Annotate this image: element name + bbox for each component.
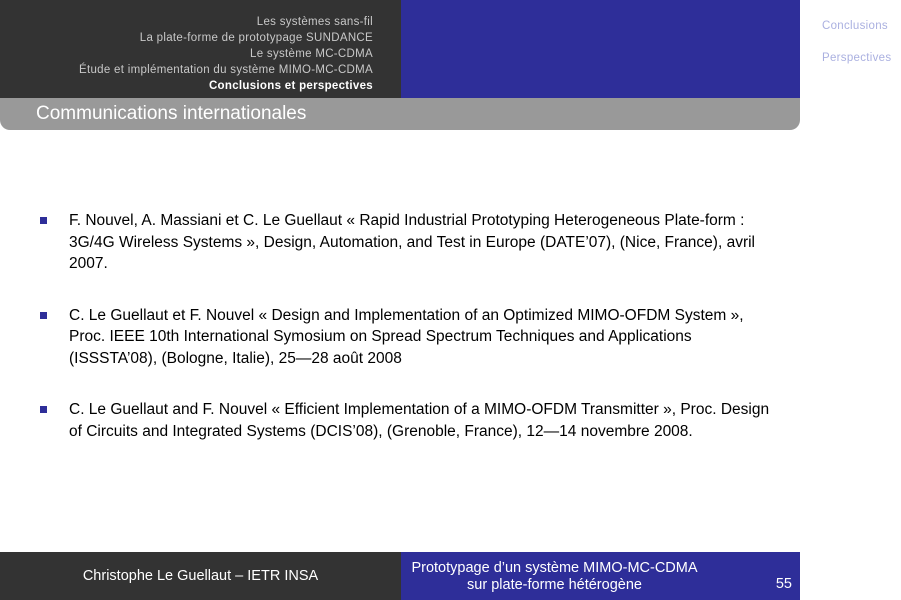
slide-title: Communications internationales bbox=[36, 103, 307, 124]
footer-author-box bbox=[0, 552, 401, 600]
nav-subsection-perspectives[interactable]: Perspectives bbox=[822, 52, 892, 64]
nav-section-mc-cdma[interactable]: Le système MC-CDMA bbox=[250, 48, 373, 60]
square-bullet-icon bbox=[40, 312, 47, 319]
list-item bbox=[38, 305, 773, 370]
section-nav bbox=[0, 0, 401, 98]
nav-subsection-contributions[interactable]: Contributions bbox=[822, 36, 901, 48]
footer-presentation-title bbox=[401, 560, 708, 594]
list-item-text: F. Nouvel, A. Massiani et C. Le Guellaut « Rapid Industrial Prototyping Heterogeneous Plate-form : 3G/4G Wireless Systems », Design, Automation, and Test in Europe (DATE’07), (Nice, France), avril 2007. bbox=[69, 212, 755, 272]
nav-subsection-conclusions[interactable]: Conclusions bbox=[822, 20, 888, 32]
footer-title-line1: Prototypage d’un système MIMO-MC-CDMA bbox=[411, 560, 698, 576]
nav-section-sundance-platform[interactable]: La plate-forme de prototypage SUNDANCE bbox=[139, 32, 373, 44]
list-item bbox=[38, 399, 773, 442]
header bbox=[0, 0, 901, 98]
square-bullet-icon bbox=[40, 406, 47, 413]
square-bullet-icon bbox=[40, 217, 47, 224]
slide-title-bar bbox=[0, 98, 800, 130]
subsection-nav bbox=[401, 0, 901, 98]
nav-section-mimo-mc-cdma[interactable]: Étude et implémentation du système MIMO-MC-CDMA bbox=[78, 64, 373, 76]
page-number: 55 bbox=[775, 576, 792, 592]
list-item-text: C. Le Guellaut et F. Nouvel « Design and Implementation of an Optimized MIMO-OFDM System », Proc. IEEE 10th International Symosium on Spread Spectrum Techniques and Applications (ISSSTA’08), (Bologne, Italie), 25—28 août 2008 bbox=[69, 306, 744, 367]
publication-list bbox=[38, 210, 773, 472]
nav-section-wireless-systems[interactable]: Les systèmes sans-fil bbox=[256, 16, 373, 28]
footer-title-line2: sur plate-forme hétérogène bbox=[467, 577, 642, 593]
list-item bbox=[38, 210, 773, 275]
footer-author: Christophe Le Guellaut – IETR INSA bbox=[82, 568, 319, 584]
footer-title-box bbox=[401, 552, 800, 600]
footer bbox=[0, 552, 800, 600]
nav-section-conclusions[interactable]: Conclusions et perspectives bbox=[208, 80, 373, 92]
list-item-text: C. Le Guellaut and F. Nouvel « Efficient Implementation of a MIMO-OFDM Transmitter », Proc. Design of Circuits and Integrated Systems (DCIS’08), (Grenoble, France), 12—14 novembre 2008. bbox=[69, 401, 770, 440]
